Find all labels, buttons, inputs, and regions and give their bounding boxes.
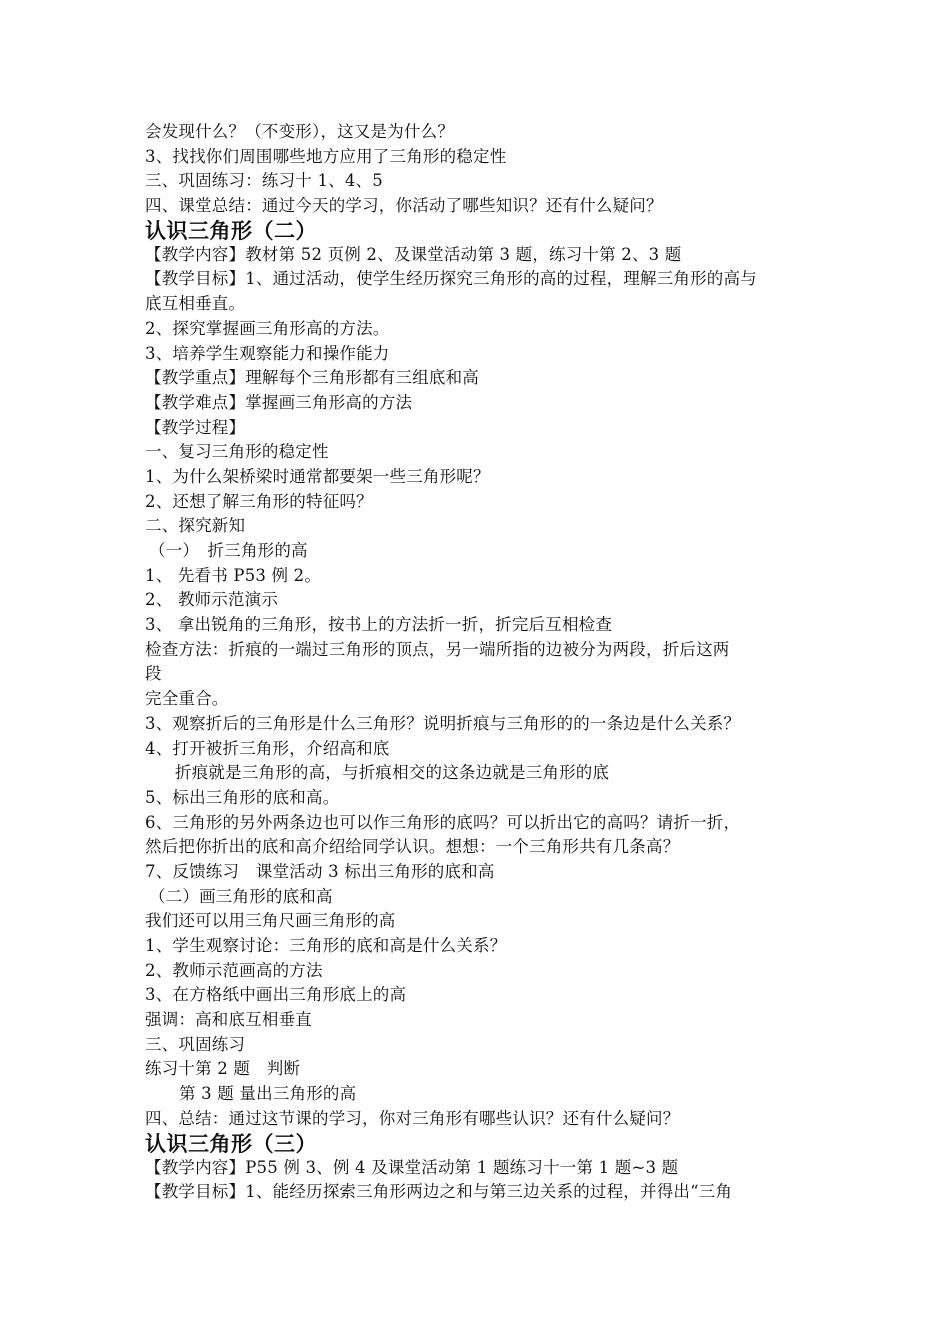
text-line: 一、复习三角形的稳定性 (145, 442, 329, 462)
document-body (145, 120, 825, 1205)
text-line: （二）画三角形的底和高 (149, 886, 333, 906)
text-line: 二、探究新知 (145, 516, 246, 536)
text-line: 5、标出三角形的底和高。 (145, 787, 340, 807)
section-heading: 认识三角形（三） (145, 1131, 317, 1156)
text-line: 【教学内容】P55 例 3、例 4 及课堂活动第 1 题练习十一第 1 题~3 题 (145, 1157, 679, 1177)
text-line: 2、 教师示范演示 (145, 590, 279, 610)
text-line: 练习十第 2 题 判断 (145, 1059, 301, 1079)
text-line: 四、课堂总结：通过今天的学习，你活动了哪些知识？还有什么疑问？ (145, 196, 663, 216)
text-line: 3、找找你们周围哪些地方应用了三角形的稳定性 (145, 146, 507, 166)
text-line: 【教学难点】掌握画三角形高的方法 (145, 392, 413, 412)
text-line: 三、巩固练习：练习十 1、4、5 (145, 171, 383, 191)
text-line: 2、还想了解三角形的特征吗？ (145, 491, 373, 511)
text-line: 4、打开被折三角形，介绍高和底 (145, 738, 390, 758)
text-line: 2、探究掌握画三角形高的方法。 (145, 318, 390, 338)
text-line: 强调：高和底互相垂直 (145, 1010, 312, 1030)
text-line: 然后把你折出的底和高介绍给同学认识。想想：一个三角形共有几条高？ (145, 837, 680, 857)
text-line: 会发现什么？（不变形），这又是为什么？ (145, 122, 455, 141)
text-line: 1、 先看书 P53 例 2。 (145, 565, 322, 585)
text-line: 完全重合。 (145, 689, 229, 709)
text-line: 3、培养学生观察能力和操作能力 (145, 343, 390, 363)
text-line: 【教学目标】1、能经历探索三角形两边之和与第三边关系的过程，并得出“三角 (145, 1182, 733, 1202)
text-line: 1、学生观察讨论：三角形的底和高是什么关系？ (145, 936, 507, 955)
text-line: 6、三角形的另外两条边也可以作三角形的底吗？可以折出它的高吗？请折一折， (145, 812, 741, 832)
text-line: 四、总结：通过这节课的学习，你对三角形有哪些认识？还有什么疑问？ (145, 1108, 680, 1128)
text-line: 2、教师示范画高的方法 (145, 960, 323, 980)
text-line: 底互相垂直。 (145, 294, 246, 314)
text-line: 【教学过程】 (145, 417, 246, 437)
text-line: 检查方法：折痕的一端过三角形的顶点，另一端所指的边被分为两段，折后这两 (145, 639, 730, 659)
text-line: 3、 拿出锐角的三角形，按书上的方法折一折，折完后互相检查 (145, 615, 613, 635)
text-line: 三、巩固练习 (145, 1034, 246, 1054)
text-line: 我们还可以用三角尺画三角形的高 (145, 911, 396, 931)
text-line: 7、反馈练习 课堂活动 3 标出三角形的底和高 (145, 861, 495, 881)
text-line: 1、为什么架桥梁时通常都要架一些三角形呢？ (145, 466, 490, 486)
text-line: 第 3 题 量出三角形的高 (179, 1084, 357, 1104)
section-heading: 认识三角形（二） (145, 218, 317, 243)
text-line: （一） 折三角形的高 (149, 541, 308, 560)
text-line: 3、在方格纸中画出三角形底上的高 (145, 985, 407, 1005)
text-line: 【教学目标】1、通过活动，使学生经历探究三角形的高的过程，理解三角形的高与 (145, 269, 757, 289)
text-line: 段 (145, 664, 162, 684)
text-line: 【教学内容】教材第 52 页例 2、及课堂活动第 3 题，练习十第 2、3 题 (145, 244, 682, 264)
text-line: 折痕就是三角形的高，与折痕相交的这条边就是三角形的底 (175, 763, 610, 783)
text-line: 3、观察折后的三角形是什么三角形？说明折痕与三角形的的一条边是什么关系？ (145, 713, 741, 733)
text-line: 【教学重点】理解每个三角形都有三组底和高 (145, 368, 479, 388)
